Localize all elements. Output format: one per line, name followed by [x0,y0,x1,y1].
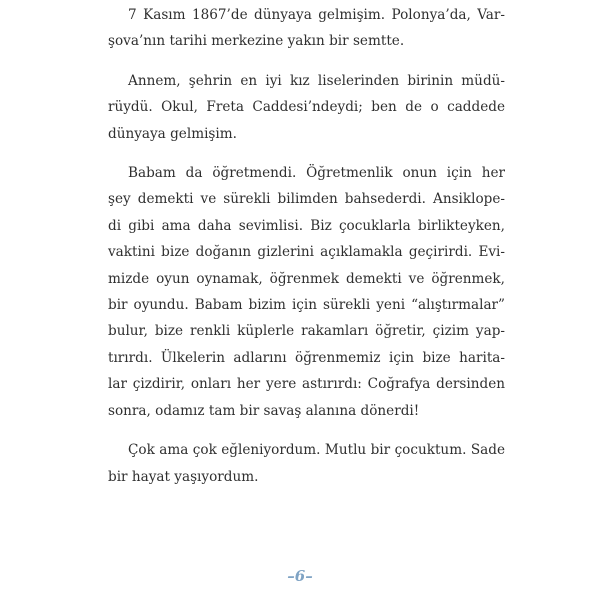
paragraph-3 [108,160,505,424]
text-line: di gibi ama daha sevimlisi. Biz çocuklarla birlikteyken, [108,217,505,234]
text-line: sonra, odamız tam bir savaş alanına dönerdi! [108,402,420,419]
text-line: Annem, şehrin en iyi kız liselerinden birinin müdü- [128,72,505,89]
text-line: lar çizdirir, onları her yere astırırdı: Coğrafya dersinden [108,376,505,393]
text-line: Çok ama çok eğleniyordum. Mutlu bir çocuktum. Sade [128,442,505,459]
text-line: bir hayat yaşıyordum. [108,468,259,485]
paragraph-2 [108,68,505,147]
text-line: bulur, bize renkli küplerle rakamları öğretir, çizim yap- [108,323,505,340]
text-line: şova’nın tarihi merkezine yakın bir semtte. [108,33,405,50]
text-line: rüydü. Okul, Freta Caddesi’ndeydi; ben de o caddede [108,99,505,116]
text-line: Babam da öğretmendi. Öğretmenlik onun için her [128,165,505,182]
text-line: şey demekti ve sürekli bilimden bahsederdi. Ansiklope- [108,191,505,208]
text-line: vaktini bize doğanın gizlerini açıklamakla geçirirdi. Evi- [108,244,505,261]
body-text [108,2,505,503]
text-line: mizde oyun oynamak, öğrenmek demekti ve öğrenmek, [108,270,505,287]
text-line: tırırdı. Ülkelerin adlarını öğrenmemiz için bize harita- [108,349,505,366]
text-line: bir oyundu. Babam bizim için sürekli yeni “alıştırmalar” [108,297,505,314]
page-number: –6– [287,567,313,585]
text-line: 7 Kasım 1867’de dünyaya gelmişim. Polonya’da, Var- [128,7,505,23]
text-line: dünyaya gelmişim. [108,125,237,142]
paragraph-1 [108,2,505,55]
paragraph-4 [108,437,505,490]
